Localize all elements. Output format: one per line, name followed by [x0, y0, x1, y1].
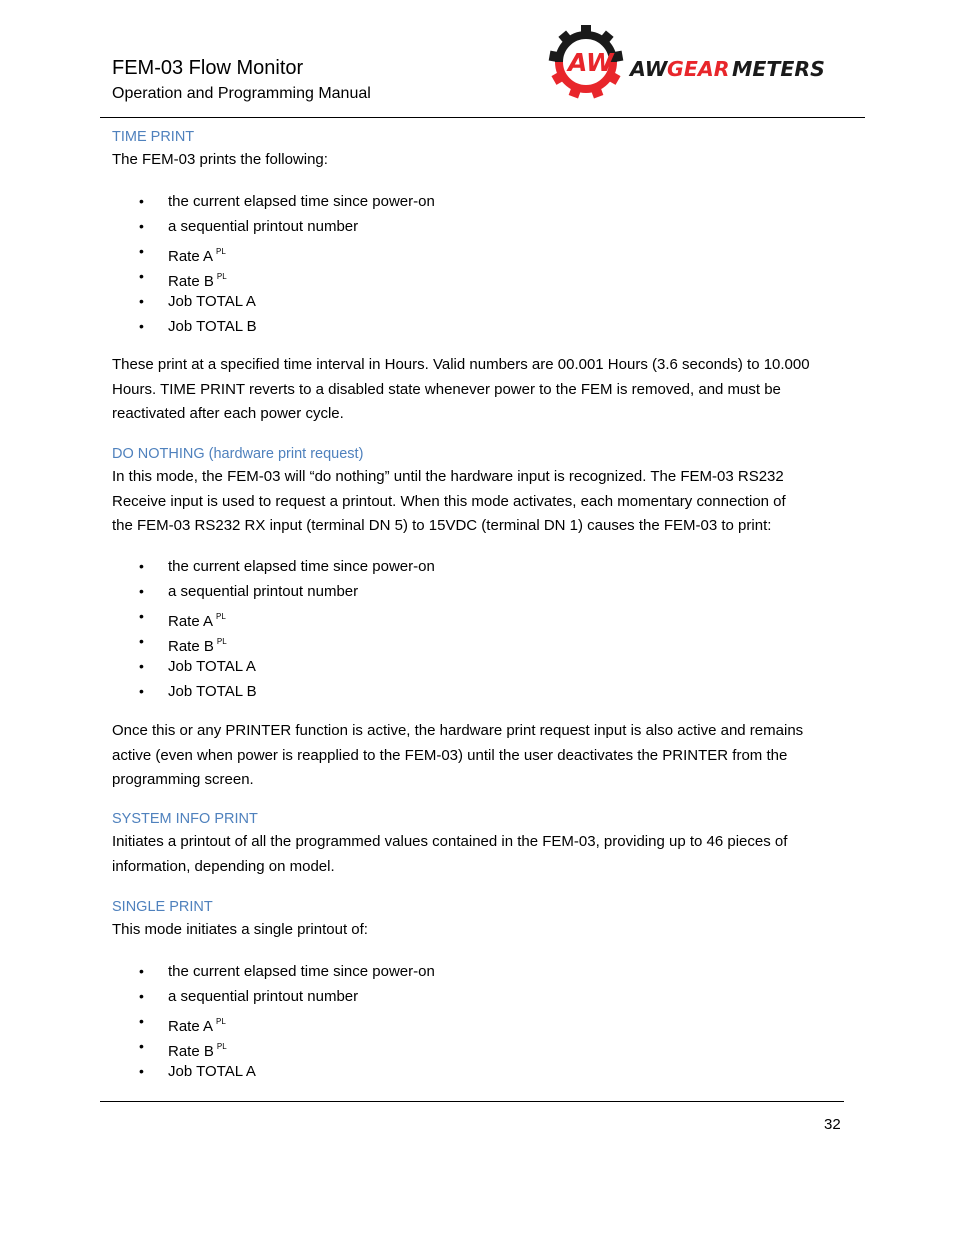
- svg-text:AW: AW: [630, 57, 668, 81]
- document-title: FEM-03 Flow Monitor: [112, 57, 304, 79]
- list-item: • a sequential printout number: [112, 984, 435, 1009]
- time-print-intro: The FEM-03 prints the following:: [112, 151, 328, 168]
- single-print-intro: This mode initiates a single printout of:: [112, 921, 368, 938]
- logo-letters: AW: [568, 48, 614, 77]
- list-item: • Rate B $^{PL}$: [112, 1034, 435, 1059]
- list-item: • the current elapsed time since power-on: [112, 189, 435, 214]
- list-item: • Job TOTAL A: [112, 289, 435, 314]
- bullet-icon: •: [139, 583, 144, 599]
- time-print-list: [112, 189, 435, 339]
- document-subtitle: Operation and Programming Manual: [112, 85, 371, 102]
- list-item: • Rate A $^{PL}$: [112, 604, 435, 629]
- do-nothing-intro: In this mode, the FEM-03 will “do nothing” until the hardware input is recognized. The FEM-03 RS232 Receive input is used to request a printout. When this mode activates, each momentary connection of the FEM-03 RS232 RX input (terminal DN 5) to 15VDC (terminal DN 1) causes the FEM-03 to print:: [112, 468, 786, 534]
- list-item: • Job TOTAL B: [112, 314, 435, 339]
- list-item: • Job TOTAL B: [112, 679, 435, 704]
- bullet-icon: •: [139, 293, 144, 309]
- bullet-icon: •: [139, 243, 144, 259]
- bullet-icon: •: [139, 683, 144, 699]
- bullet-icon: •: [139, 633, 144, 649]
- bullet-icon: •: [139, 193, 144, 209]
- bullet-icon: •: [139, 558, 144, 574]
- bullet-icon: •: [139, 318, 144, 334]
- do-nothing-list: [112, 554, 435, 704]
- bullet-icon: •: [139, 608, 144, 624]
- section-heading-time-print: TIME PRINT: [112, 129, 195, 145]
- list-item: • Rate A $^{PL}$: [112, 239, 435, 264]
- list-item: • the current elapsed time since power-on: [112, 959, 435, 984]
- list-item: • Job TOTAL A: [112, 654, 435, 679]
- bullet-icon: •: [139, 963, 144, 979]
- bullet-icon: •: [139, 1013, 144, 1029]
- time-print-description: These print at a specified time interval in Hours. Valid numbers are 00.001 Hours (3.6 seconds) to 10.000 Hours. TIME PRINT reverts to a disabled state whenever power to the FEM is removed, and must be reactivated after each power cycle.: [112, 356, 810, 422]
- bullet-icon: •: [139, 218, 144, 234]
- list-item: • the current elapsed time since power-on: [112, 554, 435, 579]
- do-nothing-description: Once this or any PRINTER function is active, the hardware print request input is also active and remains active (even when power is reapplied to the FEM-03) until the user deactivates the PRINTER from the programming screen.: [112, 722, 804, 788]
- aw-gear-meters-logo: [548, 24, 828, 100]
- svg-text:GEAR: GEAR: [667, 57, 730, 81]
- bullet-icon: •: [139, 268, 144, 284]
- bullet-icon: •: [139, 988, 144, 1004]
- header-divider: [100, 117, 865, 118]
- section-heading-single-print: SINGLE PRINT: [112, 899, 213, 915]
- section-heading-do-nothing: DO NOTHING (hardware print request): [112, 446, 364, 462]
- list-item: • a sequential printout number: [112, 214, 435, 239]
- list-item: • Rate B $^{PL}$: [112, 264, 435, 289]
- list-item: • Rate B $^{PL}$: [112, 629, 435, 654]
- bullet-icon: •: [139, 1063, 144, 1079]
- list-item: • a sequential printout number: [112, 579, 435, 604]
- bullet-icon: •: [139, 1038, 144, 1054]
- footer-divider: [100, 1101, 844, 1102]
- system-info-description: Initiates a printout of all the programmed values contained in the FEM-03, providing up to 46 pieces of information, depending on model.: [112, 833, 788, 875]
- single-print-list: [112, 959, 435, 1084]
- page-number: 32: [824, 1116, 841, 1133]
- gear-logo-icon: [548, 24, 828, 100]
- list-item: • Job TOTAL A: [112, 1059, 435, 1084]
- svg-text:METERS: METERS: [732, 57, 825, 81]
- section-heading-system-info-print: SYSTEM INFO PRINT: [112, 811, 258, 827]
- list-item: • Rate A $^{PL}$: [112, 1009, 435, 1034]
- bullet-icon: •: [139, 658, 144, 674]
